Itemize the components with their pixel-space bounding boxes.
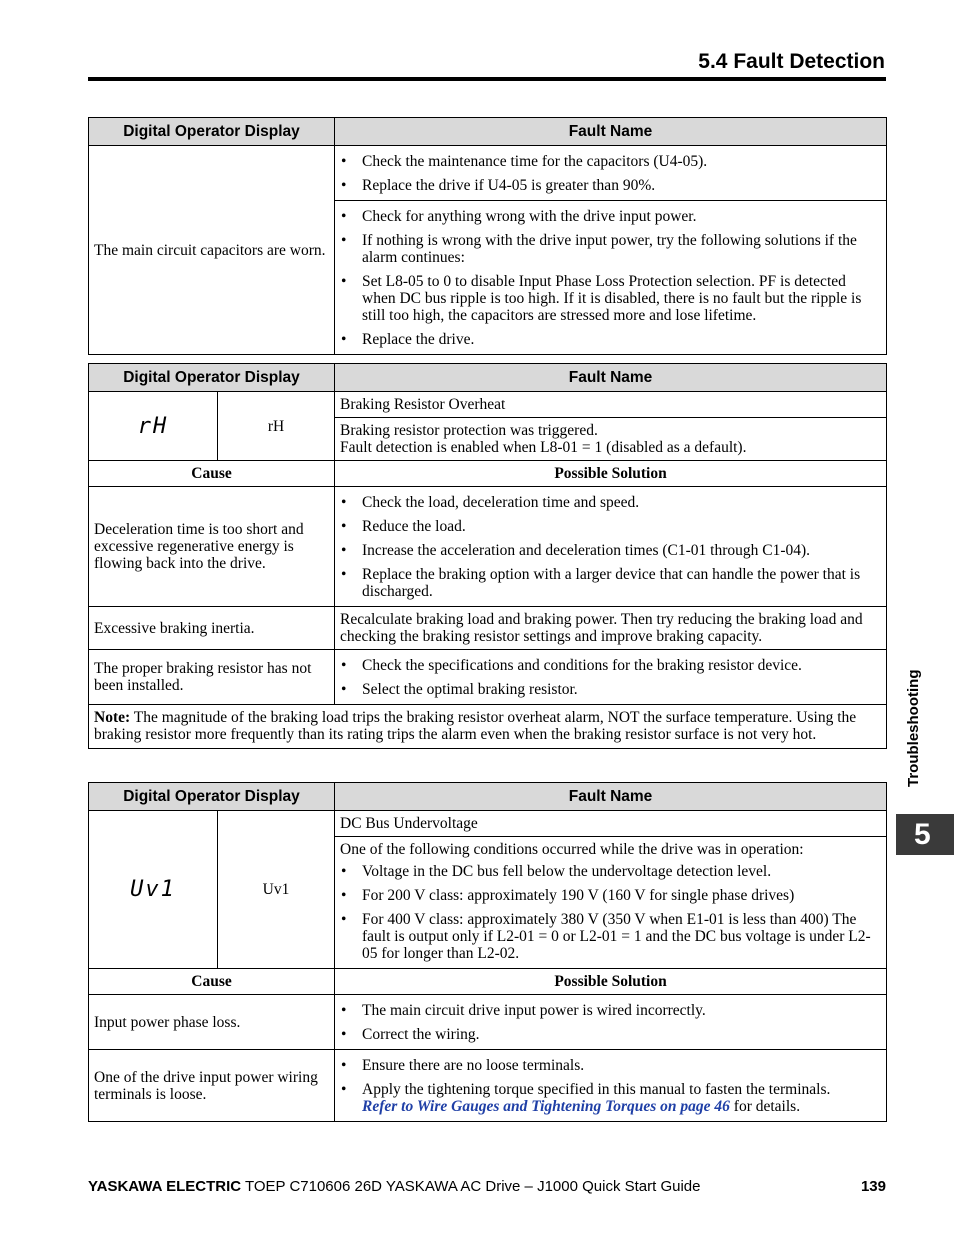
cause-cell: One of the drive input power wiring terminals is loose. (89, 1050, 335, 1122)
description-line: Braking resistor protection was triggered. (340, 422, 598, 439)
solution-item: • Reduce the load. (340, 518, 881, 535)
segment-display: Uv1 (89, 811, 218, 969)
solution-cell (335, 487, 887, 607)
cause-header: Cause (89, 461, 335, 487)
section-title: 5.4 Fault Detection (698, 50, 885, 73)
description-line: Fault detection is enabled when L8-01 = 1 (disabled as a default). (340, 439, 747, 456)
page-number: 139 (860, 1178, 886, 1195)
col-header-fault-name: Fault Name (335, 118, 887, 146)
fault-description (335, 837, 887, 969)
footer-doc-info (88, 1178, 700, 1195)
fault-table-capacitors (88, 117, 887, 355)
solution-header: Possible Solution (335, 461, 887, 487)
fault-description (335, 418, 887, 461)
solution-cell (335, 995, 887, 1050)
description-intro: One of the following conditions occurred while the drive was in operation: (340, 841, 804, 858)
segment-display: rH (89, 392, 218, 461)
solution-item: • Correct the wiring. (340, 1026, 881, 1043)
solution-item (340, 1081, 881, 1115)
solution-item: • If nothing is wrong with the drive input power, try the following solutions if the alarm continues: (340, 232, 881, 266)
description-item: • For 200 V class: approximately 190 V (160 V for single phase drives) (340, 887, 881, 904)
col-header-display: Digital Operator Display (89, 783, 335, 811)
solution-item: • Replace the drive if U4-05 is greater than 90%. (340, 177, 881, 194)
fault-table-uv1 (88, 782, 887, 1122)
solution-item: • Check the load, deceleration time and speed. (340, 494, 881, 511)
solution-header: Possible Solution (335, 969, 887, 995)
solution-item: • Replace the drive. (340, 331, 881, 348)
solution-item: • Replace the braking option with a larger device that can handle the power that is discharged. (340, 566, 881, 600)
description-item: • For 400 V class: approximately 380 V (350 V when E1-01 is less than 400) The fault is output only if L2-01 = 0 or L2-01 = 1 and the DC bus voltage is under L2-05 for longer than L2-02. (340, 911, 881, 962)
solution-cell: Recalculate braking load and braking power. Then try reducing the braking load and checking the braking resistor settings and improve braking capacity. (335, 607, 887, 650)
chapter-number-tab: 5 (896, 814, 954, 855)
title-rule (88, 77, 886, 81)
fault-name: DC Bus Undervoltage (335, 811, 887, 837)
note-label: Note: (94, 709, 131, 726)
col-header-display: Digital Operator Display (89, 118, 335, 146)
col-header-display: Digital Operator Display (89, 364, 335, 392)
cause-cell: Input power phase loss. (89, 995, 335, 1050)
col-header-fault-name: Fault Name (335, 364, 887, 392)
description-item: • Voltage in the DC bus fell below the undervoltage detection level. (340, 863, 881, 880)
solution-text: Apply the tightening torque specified in this manual to fasten the terminals. (362, 1081, 831, 1098)
fault-name: Braking Resistor Overheat (335, 392, 887, 418)
solution-item: • Set L8-05 to 0 to disable Input Phase Loss Protection selection. PF is detected when DC bus ripple is too high. If it is disabled, there is no fault but the ripple is still too high, the capacitors are stressed more and lose lifetime. (340, 273, 881, 324)
fault-code: Uv1 (218, 811, 335, 969)
cause-cell: The proper braking resistor has not been installed. (89, 650, 335, 705)
cause-cell: Excessive braking inertia. (89, 607, 335, 650)
solution-item: • Increase the acceleration and deceleration times (C1-01 through C1-04). (340, 542, 881, 559)
solution-item: • Check the maintenance time for the capacitors (U4-05). (340, 153, 881, 170)
solution-cell (335, 201, 887, 355)
cross-reference-link[interactable]: Refer to Wire Gauges and Tightening Torques on page 46 (362, 1098, 730, 1115)
solution-cell (335, 1050, 887, 1122)
note-text: The magnitude of the braking load trips the braking resistor overheat alarm, NOT the surface temperature. Using the braking resistor more frequently than its rating trips the alarm even when the braking resistor surface is not very hot. (94, 709, 857, 743)
solution-item: • Select the optimal braking resistor. (340, 681, 881, 698)
solution-suffix: for details. (729, 1098, 801, 1115)
fault-code: rH (218, 392, 335, 461)
cause-cell: Deceleration time is too short and excessive regenerative energy is flowing back into the drive. (89, 487, 335, 607)
solution-item: • Check the specifications and conditions for the braking resistor device. (340, 657, 881, 674)
chapter-side-label: Troubleshooting (905, 669, 922, 787)
footer-brand: YASKAWA ELECTRIC (88, 1178, 242, 1195)
solution-item: • Check for anything wrong with the drive input power. (340, 208, 881, 225)
fault-table-rh (88, 363, 887, 749)
cause-cell: The main circuit capacitors are worn. (89, 146, 335, 355)
solution-cell (335, 146, 887, 201)
note-cell (89, 705, 887, 749)
cause-header: Cause (89, 969, 335, 995)
solution-item: • Ensure there are no loose terminals. (340, 1057, 881, 1074)
solution-cell (335, 650, 887, 705)
footer-doc-title: TOEP C710606 26D YASKAWA AC Drive – J1000 Quick Start Guide (241, 1178, 701, 1195)
solution-item: • The main circuit drive input power is wired incorrectly. (340, 1002, 881, 1019)
col-header-fault-name: Fault Name (335, 783, 887, 811)
